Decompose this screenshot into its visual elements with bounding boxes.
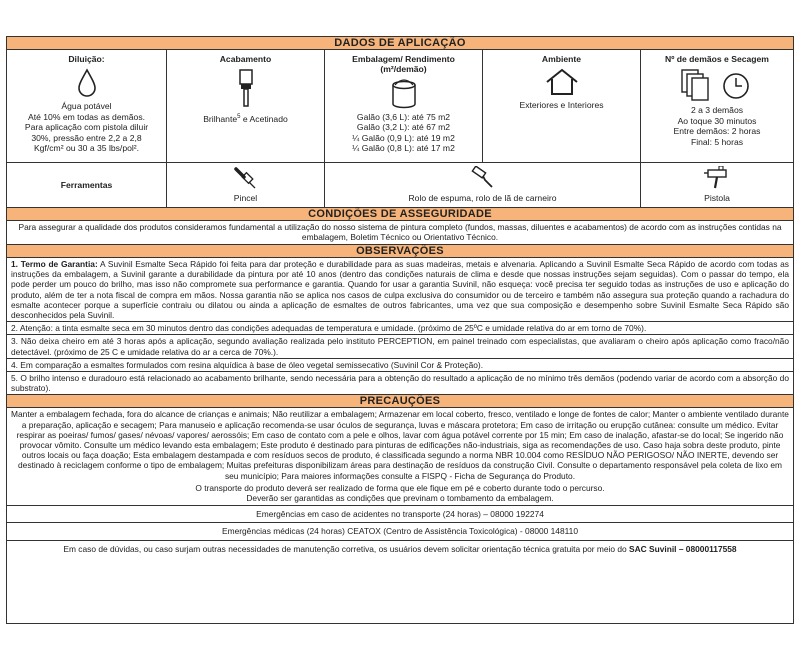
embalagem-line: Galão (3,6 L): até 75 m2 [356,111,451,122]
warranty-label: 1. Termo de Garantia: [11,259,98,269]
acabamento-text-b: e Acetinado [240,114,288,125]
water-drop-icon [76,68,98,98]
transport-note-2: Deverão ser garantidas as condições que previnam o tombamento da embalagem. [246,493,554,504]
spray-gun-icon [702,166,732,190]
paint-brush-icon [235,68,257,108]
diluicao-cell [7,50,167,162]
demaos-line: 2 a 3 demãos [690,105,744,116]
section-title-observacoes: OBSERVAÇÕES [7,245,793,258]
embalagem-subheading: (m²/demão) [380,64,427,75]
sac-contact: SAC Suvinil – 08000117558 [629,543,737,554]
ambiente-text: Exteriores e Interiores [519,100,604,111]
embalagem-line: ¼ Galão (0,8 L): até 17 m2 [352,143,455,154]
embalagem-line: ¼ Galão (0,9 L): até 19 m2 [352,132,455,143]
observacao-item-5: 5. O brilho intenso e duradouro está relacionado ao acabamento brilhante, sendo necessária para a obtenção do resultado a aplicação de no mínimo três demãos (podendo variar de acordo com a absorção do substrato). [7,372,793,395]
transport-note-1: O transporte do produto deverá ser realizado de forma que ele fique em pé e coberto durante todo o percurso. [195,482,605,493]
sac-line [7,541,793,557]
ambiente-cell [483,50,641,162]
observacao-item-4: 4. Em comparação a esmaltes formulados com resina alquídica à base de óleo vegetal semissecativo (Suvinil Cor & Proteção). [7,359,793,372]
embalagem-heading: Embalagem/ Rendimento [352,54,455,64]
section-title-aplicacao: DADOS DE APLICAÇÃO [7,37,793,50]
demaos-line: Entre demãos: 2 horas [673,126,761,137]
section-title-asseguridade: CONDIÇÕES DE ASSEGURIDADE [7,208,793,221]
tools-label: Ferramentas [7,163,167,207]
acabamento-footnote: 5 [237,114,241,121]
ambiente-heading: Ambiente [541,54,582,64]
sac-text: Em caso de dúvidas, ou caso surjam outras necessidades de manutenção corretiva, os usuários devem solicitar orientação técnica gratuita por meio do [63,543,630,554]
observacao-item-1 [7,258,793,322]
diluicao-heading: Diluição: [68,54,105,64]
application-data-sheet [6,36,794,624]
demaos-heading: Nº de demãos e Secagem [665,54,769,64]
diluicao-line: Água potável [61,101,112,112]
embalagem-cell [325,50,483,162]
diluicao-line: Para aplicação com pistola diluir [24,122,149,133]
diluicao-line: 30%, pressão entre 2,2 a 2,8 [31,132,142,143]
paint-roller-icon [470,166,496,190]
diluicao-line: Até 10% em todas as demãos. [27,111,146,122]
observacao-item-3: 3. Não deixa cheiro em até 3 horas após a aplicação, segundo avaliação realizada pelo instituto PERCEPTION, em painel treinado com especialistas, que avaliaram o cheiro após aplicação como fraco/não detectável. (próximo de 25 C e umidade relativa do ar a cerca de 70%.). [7,335,793,358]
demaos-line: Final: 5 horas [690,136,744,147]
acabamento-heading: Acabamento [219,54,272,64]
warranty-text: A Suvinil Esmalte Seca Rápido foi feita para dar proteção e durabilidade para as suas madeiras, metais e alvenaria. Aplicando a Suvinil Esmalte Seca Rápido de acordo com todas as instruções da embalagem, a Suvinil garante a durabilidade da pintura por até 10 anos (dentro das condições naturais de clima e desde que nossas instruções sejam seguidas). Com o passar do tempo, ela pode perder um pouco do brilho, mas isso não compromete sua performance e garantia. Quando for usar a garantia Suvinil, não esqueça: você precisa ter seguido todas as instruções de uso e aplicação do produto, além de ter a nota fiscal de compra em mãos. Nossa garantia não se aplica nos casos de culpa exclusiva do consumidor ou de terceiro e também não assegura sua proteção quando a rachadura do esmalte acontecer porque a superfície contraiu ou dilatou ou ainda a aplicação de esmaltes de outros fabricantes, uma vez que sua composição e desempenho sobre Suvinil Esmalte Seca Rápido são desconhecidos pela Suvinil. [11,259,789,321]
demaos-line: Ao toque 30 minutos [677,115,757,126]
paint-can-icon [389,79,419,109]
acabamento-text-a: Brilhante [203,114,238,125]
diluicao-line: Kgf/cm² ou 30 a 35 lbs/pol². [33,143,140,154]
section-title-precaucoes: PRECAUÇÕES [7,395,793,408]
layers-and-clock-icon [678,68,756,102]
tool-pistola [641,163,793,207]
demaos-cell [641,50,793,162]
tool-pistola-label: Pistola [704,193,730,203]
house-icon [545,68,579,96]
tool-pincel-label: Pincel [233,193,258,203]
tool-rolo [325,163,641,207]
asseguridade-text: Para assegurar a qualidade dos produtos consideramos fundamental a utilização do nosso sistema de pintura completo (fundos, massas, diluentes e acabamentos) de acordo com as instruções contidas na embalagem, Boletim Técnico ou Orientativo Técnico. [7,221,793,245]
medical-emergency-line: Emergências médicas (24 horas) CEATOX (Centro de Assistência Toxicológica) - 08000 148110 [7,523,793,540]
tools-row [7,163,793,208]
embalagem-line: Galão (3,2 L): até 67 m2 [356,122,451,133]
transport-notes [7,482,793,506]
precaucoes-text: Manter a embalagem fechada, fora do alcance de crianças e animais; Não reutilizar a embalagem; Armazenar em local coberto, fresco, ventilado e longe de fontes de calor; Manter o ambiente ventilado durante a preparação, aplicação e secagem; Para manuseio e aplicação recomenda-se usar óculos de segurança, luvas e máscara protetora; Em caso de irritação ou erupção cutânea: consulte um médico. Evitar respirar as poeiras/ fumos/ gases/ névoas/ vapores/ aerossóis; Em caso de contato com a pele e olhos, lavar com água potável corrente por 15 min; Em caso de inalação, afastar-se do local; Se ingerido não provocar vômito. Consulte um médico levando esta embalagem; Este produto é destinado para pinturas de edificações não-industriais, siga as recomendações de uso. Caso haja sobra deste produto, pinte outros locais ou faça doação; Esta embalagem destampada e com resíduos secos de produto, é classificada segundo a norma NBR 10.004 como RESÍDUO NÃO PERIGOSO/ NÃO INERTE, devendo ser destinado à reciclagem conforme o tipo de embalagem; Muitas prefeituras disponibilizam áreas para destinação de resíduos da construção Civil. Consulte o departamento responsável pela coleta de lixo em seu município; Para maiores informações consulte a FISPQ - Ficha de Segurança do Produto. [11,409,789,481]
tool-rolo-label: Rolo de espuma, rolo de lã de carneiro [408,193,557,203]
transport-emergency-line: Emergências em caso de acidentes no transporte (24 horas) – 08000 192274 [7,506,793,523]
application-info-row [7,50,793,163]
observacao-item-2: 2. Atenção: a tinta esmalte seca em 30 minutos dentro das condições adequadas de temperatura e umidade. (próximo de 25ºC e umidade relativa do ar em torno de 70%). [7,322,793,335]
acabamento-text [169,112,322,124]
tool-pincel [167,163,325,207]
acabamento-cell [167,50,325,162]
brush-icon [233,166,259,190]
